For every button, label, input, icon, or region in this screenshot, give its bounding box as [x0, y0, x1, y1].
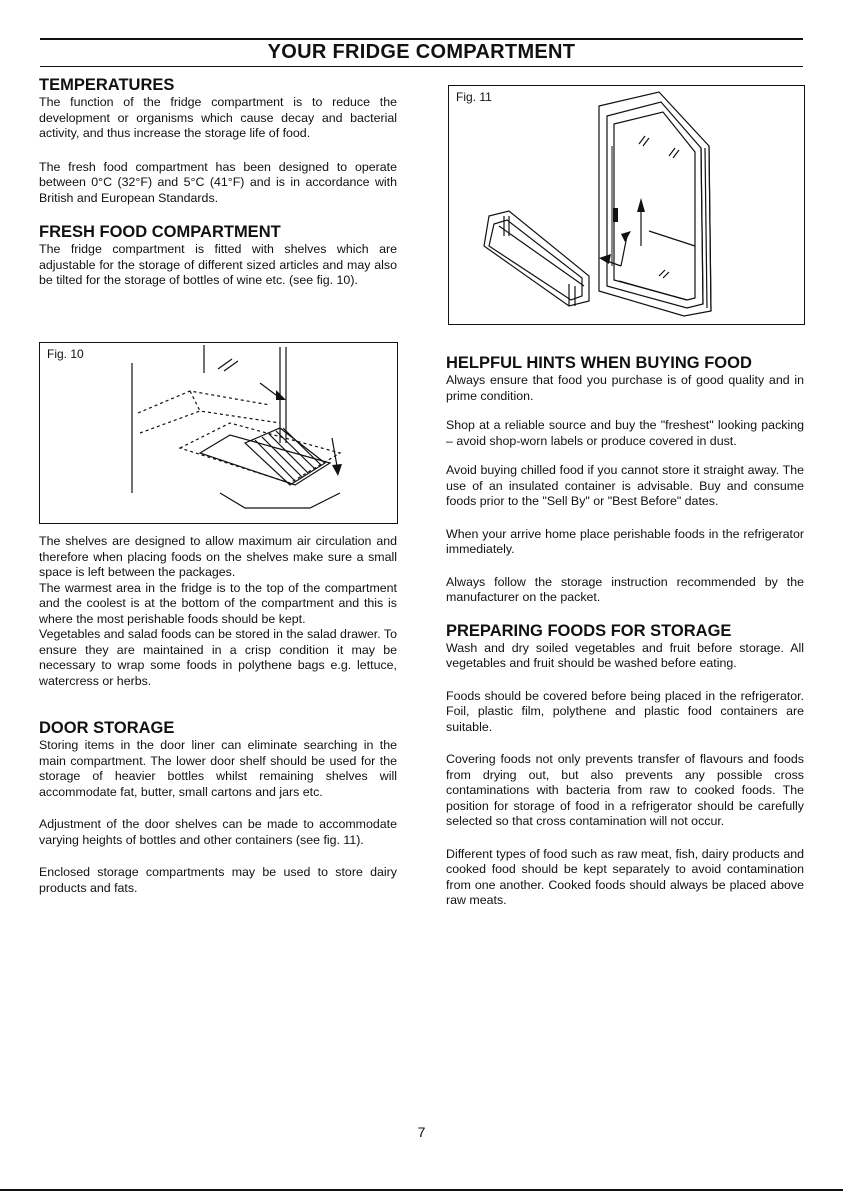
page-title: YOUR FRIDGE COMPARTMENT: [267, 41, 576, 63]
door-storage-heading: DOOR STORAGE: [39, 719, 175, 737]
door-storage-paragraph-3: Enclosed storage compartments may be used to store dairy products and fats.: [39, 865, 397, 895]
door-storage-paragraph-1: Storing items in the door liner can eliminate searching in the main compartment. The lower door shelf should be used for the storage of heavier bottles whilst remaining shelves will accommodate fat, butter, small cartons and jars etc.: [39, 738, 397, 799]
hints-paragraph-3: Avoid buying chilled food if you cannot store it straight away. The use of an insulated container is advisable. Buy and consume foods prior to the "Sell By" or "Best Before" dates.: [446, 463, 804, 508]
preparing-paragraph-2: Foods should be covered before being placed in the refrigerator. Foil, plastic film, polythene and plastic food containers are suitable.: [446, 688, 804, 734]
preparing-paragraph-4: Different types of food such as raw meat, fish, dairy products and cooked food should be kept separately to avoid contamination from one another. Cooked foods should always be placed above raw meats.: [446, 846, 804, 907]
preparing-foods-heading: PREPARING FOODS FOR STORAGE: [446, 621, 732, 640]
shelves-paragraph-2: The warmest area in the fridge is to the top of the compartment and the coolest is at the bottom of the compartment and this is where the most perishable foods should be kept.: [39, 580, 397, 626]
left-column-bottom: [39, 534, 397, 896]
preparing-paragraph-3: Covering foods not only prevents transfer of flavours and foods from drying out, but also prevents any possible cross contaminations with bacteria from raw to cooked foods. The position for storage of food in a refrigerator should be carefully selected so that cross contamination will not occur.: [446, 752, 804, 828]
figure-11-label: Fig. 11: [456, 90, 492, 104]
temperatures-heading: TEMPERATURES: [39, 76, 175, 94]
fridge-shelf-illustration: [40, 343, 397, 523]
door-storage-paragraph-2: Adjustment of the door shelves can be made to accommodate varying heights of bottles and other containers (see fig. 11).: [39, 817, 397, 847]
figure-10-label: Fig. 10: [47, 347, 84, 361]
hints-paragraph-4: When your arrive home place perishable foods in the refrigerator immediately.: [446, 526, 804, 556]
left-column-top: [39, 76, 397, 289]
right-column: [446, 354, 804, 909]
figure-11: [448, 85, 805, 325]
temperatures-paragraph-2: The fresh food compartment has been designed to operate between 0°C (32°F) and 5°C (41°F) and is in accordance with British and European Standards.: [39, 159, 397, 205]
hints-paragraph-1: Always ensure that food you purchase is of good quality and in prime condition.: [446, 373, 804, 403]
fridge-door-illustration: [449, 86, 804, 324]
header-rule-bottom: [40, 66, 803, 67]
temperatures-paragraph-1: The function of the fridge compartment is to reduce the development or organisms which cause decay and bacterial activity, and thus increase the storage life of food.: [39, 95, 397, 140]
fresh-food-paragraph: The fridge compartment is fitted with shelves which are adjustable for the storage of different sized articles and may also be tilted for the storage of bottles of wine etc. (see fig. 10).: [39, 242, 397, 287]
hints-paragraph-5: Always follow the storage instruction recommended by the manufacturer on the packet.: [446, 574, 804, 604]
hints-paragraph-2: Shop at a reliable source and buy the "freshest" looking packing – avoid shop-worn labels or produce covered in dust.: [446, 418, 804, 448]
page-number: 7: [417, 1124, 426, 1140]
shelves-paragraph-1: The shelves are designed to allow maximum air circulation and therefore when placing foods on the shelves make sure a small space is left between the packages.: [39, 534, 397, 579]
fresh-food-heading: FRESH FOOD COMPARTMENT: [39, 223, 281, 241]
shelves-paragraph-3: Vegetables and salad foods can be stored in the salad drawer. To ensure they are maintained in a crisp condition it may be necessary to wrap some foods in polythene bags e.g. lettuce, watercress or herbs.: [39, 627, 397, 688]
helpful-hints-heading: HELPFUL HINTS WHEN BUYING FOOD: [446, 354, 752, 372]
figure-10: [39, 342, 398, 524]
preparing-paragraph-1: Wash and dry soiled vegetables and fruit before storage. All vegetables and fruit should be washed before eating.: [446, 640, 804, 670]
